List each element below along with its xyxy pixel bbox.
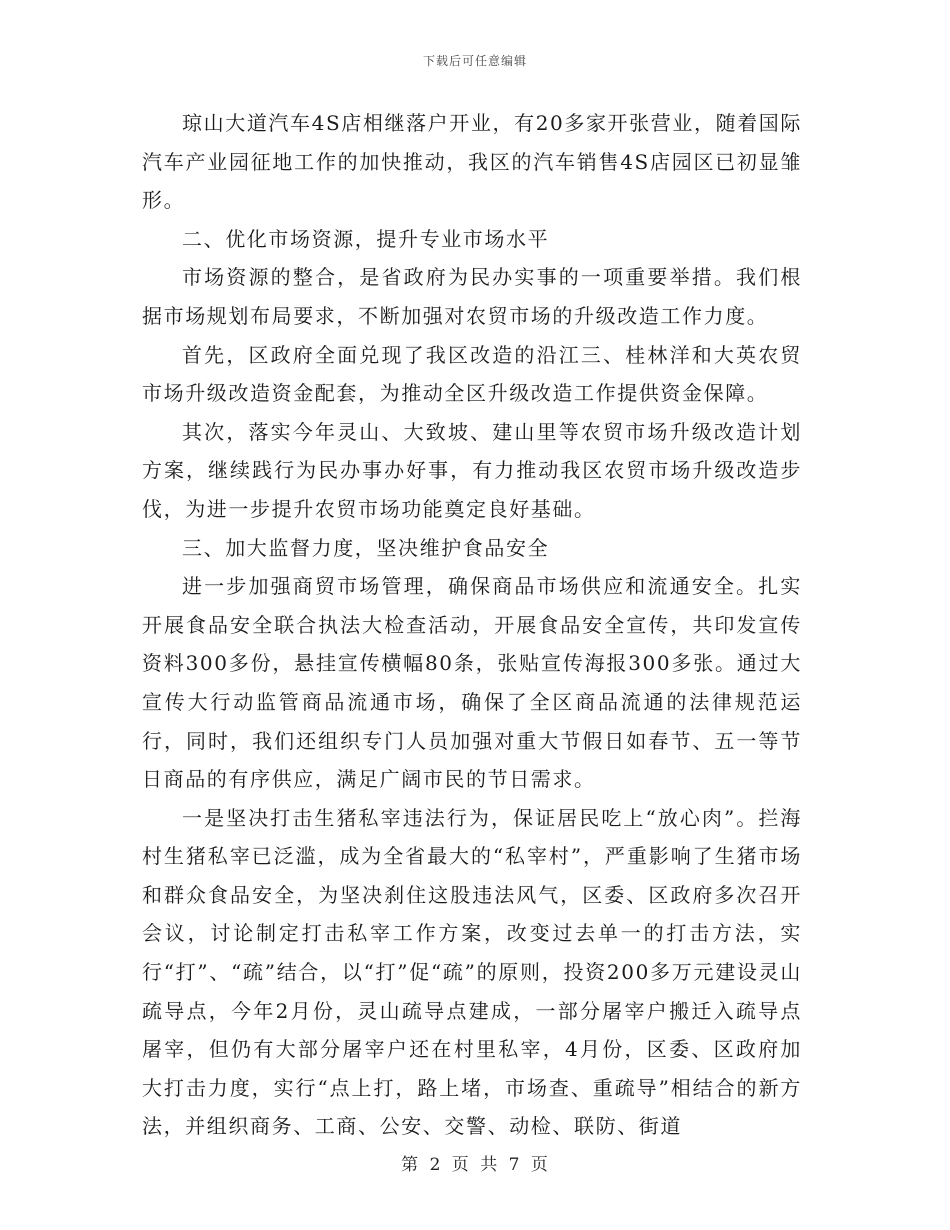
page-header: 下载后可任意编辑 [422,54,527,68]
paragraph: 其次，落实今年灵山、大致坡、建山里等农贸市场升级改造计划方案，继续践行为民办事办好事，有力推动我区农贸市场升级改造步伐，为进一步提升农贸市场功能奠定良好基础。 [142,419,802,521]
paragraph: 一是坚决打击生猪私宰违法行为，保证居民吃上“放心肉”。拦海村生猪私宰已泛滥，成为全省最大的“私宰村”，严重影响了生猪市场和群众食品安全，为坚决刹住这股违法风气，区委、区政府多次召开会议，讨论制定打击私宰工作方案，改变过去单一的打击方法，实行“打”、“疏”结合，以“打”促“疏”的原则，投资200多万元建设灵山疏导点，今年2月份，灵山疏导点建成，一部分屠宰户搬迁入疏导点屠宰，但仍有大部分屠宰户还在村里私宰，4月份，区委、区政府加大打击力度，实行“点上打，路上堵，市场查、重疏导”相结合的新方法，并组织商务、工商、公安、交警、动检、联防、街道 [142,805,802,1139]
document-body [142,104,802,1146]
paragraph: 首先，区政府全面兑现了我区改造的沿江三、桂林洋和大英农贸市场升级改造资金配套，为推动全区升级改造工作提供资金保障。 [142,342,802,406]
paragraph: 市场资源的整合，是省政府为民办实事的一项重要举措。我们根据市场规划布局要求，不断加强对农贸市场的升级改造工作力度。 [142,265,802,328]
section-heading: 二、优化市场资源，提升专业市场水平 [182,226,550,251]
page-footer: 第 2 页 共 7 页 [401,1155,549,1175]
paragraph: 琼山大道汽车4S店相继落户开业，有20多家开张营业，随着国际汽车产业园征地工作的加快推动，我区的汽车销售4S店园区已初显雏形。 [142,111,802,213]
paragraph: 进一步加强商贸市场管理，确保商品市场供应和流通安全。扎实开展食品安全联合执法大检查活动，开展食品安全宣传，共印发宣传资料300多份，悬挂宣传横幅80条，张贴宣传海报300多张。通过大宣传大行动监管商品流通市场，确保了全区商品流通的法律规范运行，同时，我们还组织专门人员加强对重大节假日如春节、五一等节日商品的有序供应，满足广阔市民的节日需求。 [142,574,802,792]
section-heading: 三、加大监督力度，坚决维护食品安全 [182,535,550,560]
